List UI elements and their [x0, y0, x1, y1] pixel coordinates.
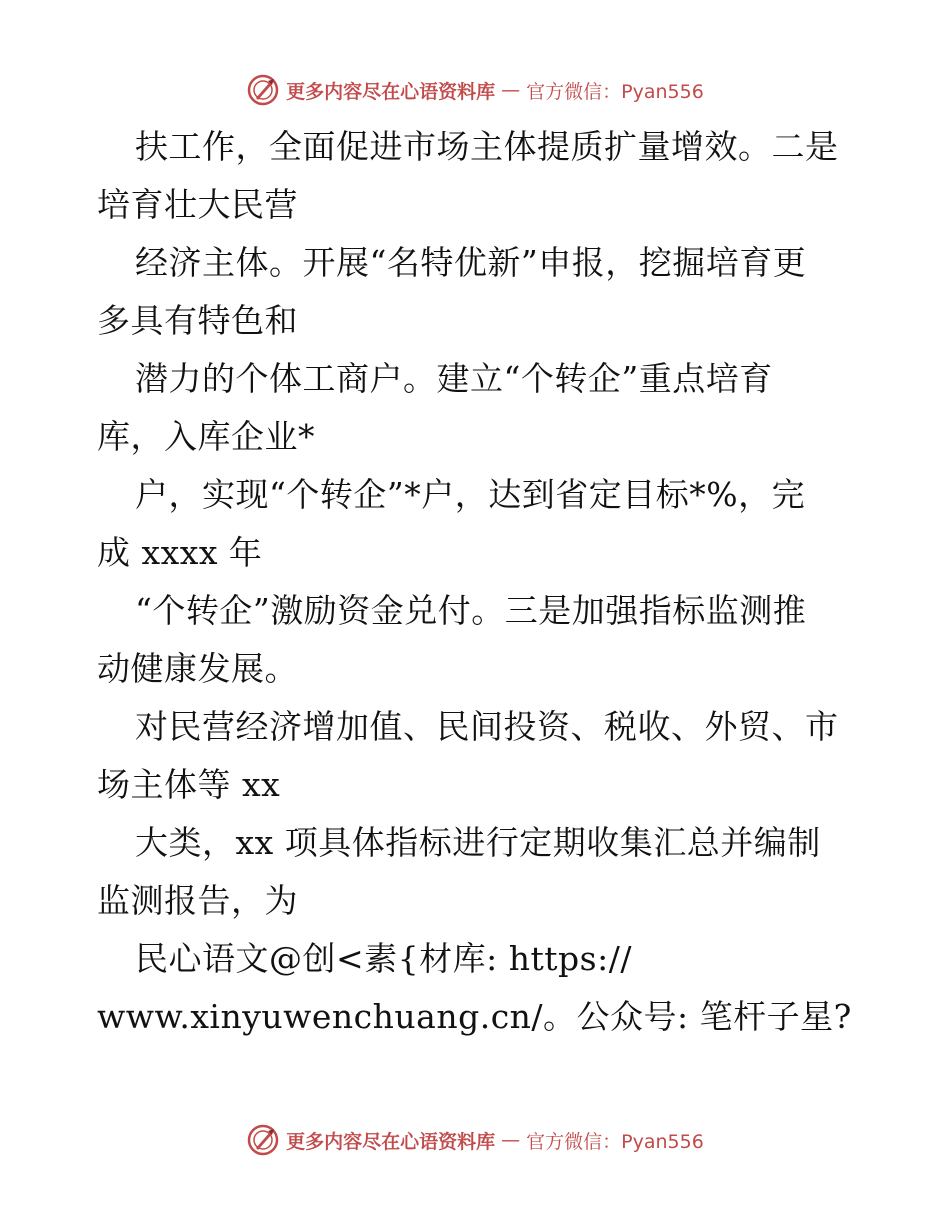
- quill-seal-icon: [246, 73, 280, 107]
- body-line: 场主体等 xx: [97, 765, 281, 804]
- watermark-wechat: 官方微信：Pyan556: [526, 1130, 704, 1153]
- watermark-brand: 更多内容尽在心语资料库: [286, 80, 496, 103]
- quill-seal-icon: [246, 1123, 280, 1157]
- body-line: 大类，xx 项具体指标进行定期收集汇总并编制: [135, 823, 821, 862]
- body-line: 监测报告，为: [97, 881, 298, 920]
- body-line: 培育壮大民营: [97, 185, 298, 224]
- body-line: 扶工作，全面促进市场主体提质扩量增效。二是: [135, 127, 839, 166]
- header-watermark: [0, 70, 950, 110]
- footer-watermark: [0, 1120, 950, 1160]
- body-line: 户，实现“个转企”*户，达到省定目标*%，完: [135, 475, 806, 514]
- body-line: 潜力的个体工商户。建立“个转企”重点培育: [135, 359, 773, 398]
- body-line: 民心语文@创<素{材库: https://: [135, 939, 632, 978]
- document-body: [97, 118, 857, 1046]
- body-line: 对民营经济增加值、民间投资、税收、外贸、市: [135, 707, 839, 746]
- watermark-dash: —: [501, 79, 521, 101]
- watermark-wechat: 官方微信：Pyan556: [526, 80, 704, 103]
- body-line: 动健康发展。: [97, 649, 298, 688]
- body-line: 经济主体。开展“名特优新”申报，挖掘培育更: [135, 243, 807, 282]
- body-line: 成 xxxx 年: [97, 533, 263, 572]
- watermark-dash: —: [501, 1129, 521, 1151]
- body-line: www.xinyuwenchuang.cn/。公众号: 笔杆子星?: [97, 997, 852, 1036]
- watermark-brand: 更多内容尽在心语资料库: [286, 1130, 496, 1153]
- body-line: “个转企”激励资金兑付。三是加强指标监测推: [135, 591, 807, 630]
- body-line: 多具有特色和: [97, 301, 298, 340]
- body-line: 库，入库企业*: [97, 417, 315, 456]
